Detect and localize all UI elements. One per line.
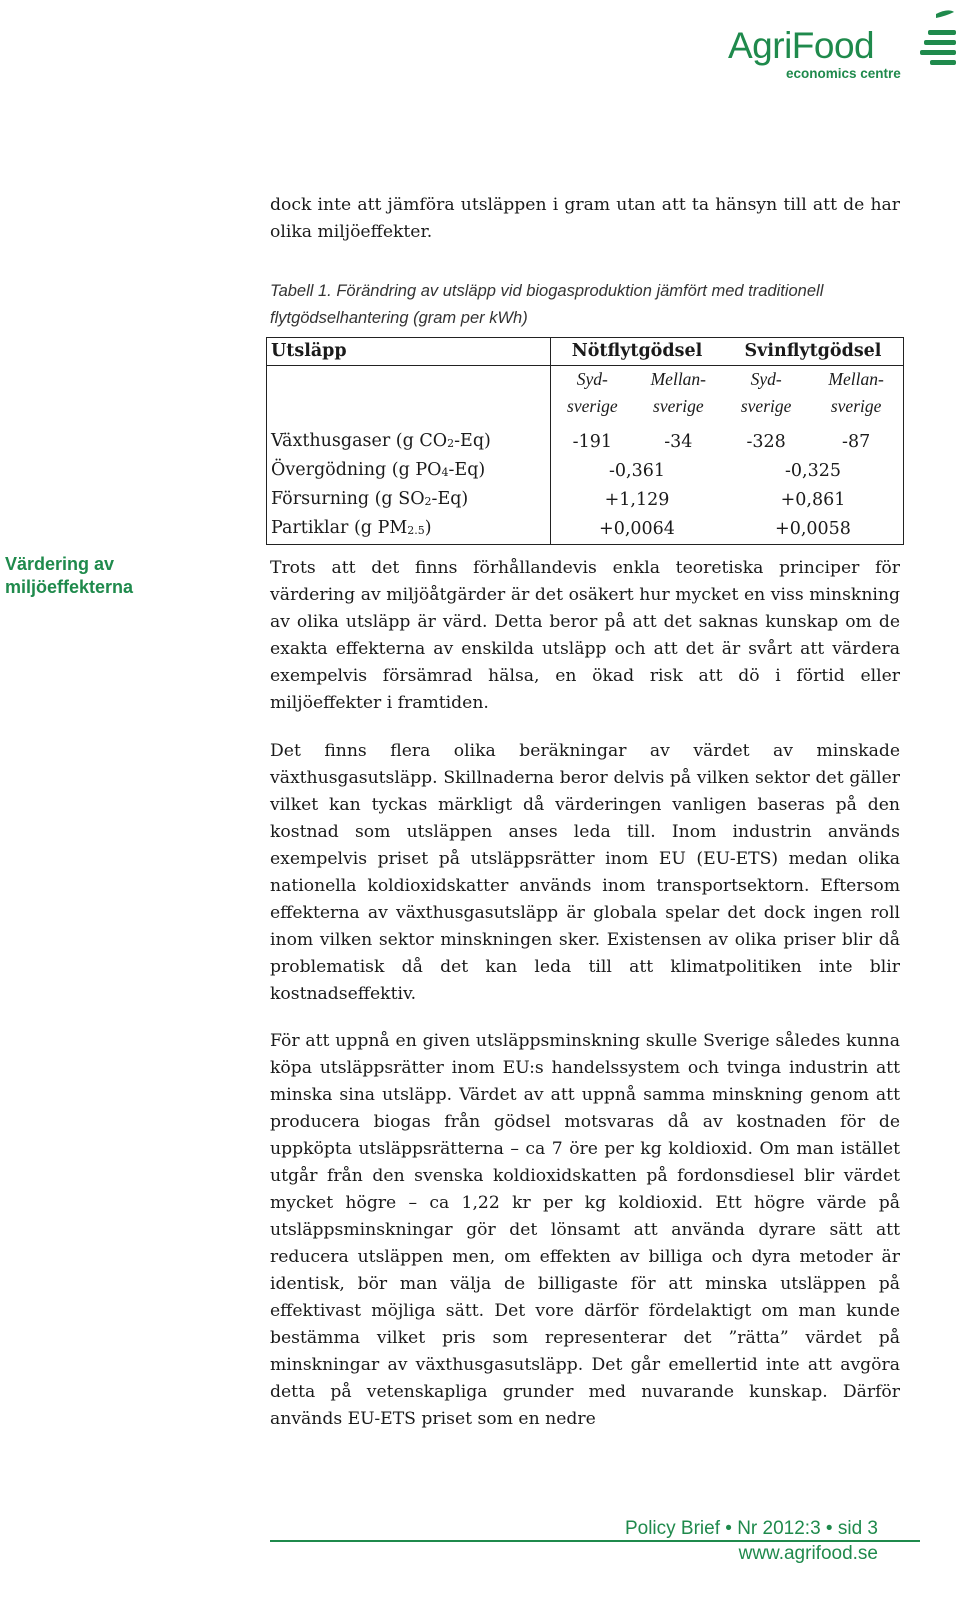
row-label: Växthusgaser (g $CO_2-Eq$) — [267, 428, 551, 457]
logo-wordmark: AgriFood — [728, 25, 875, 66]
body-paragraph-1: Trots att det finns förhållandevis enkla teoretiska principer för värdering av miljöåtgärder är det osäkert hur mycket en viss minskning av olika utsläpp är värd. Detta beror på att det saknas kunskap om de exakta effekterna av enskilda utsläpp och att det är svårt att värdera exempelvis försämrad hälsa, en ökad risk att dö i förtid eller miljöeffekter i framtiden. — [270, 558, 900, 713]
intro-paragraph: dock inte att jämföra utsläppen i gram utan att ta hänsyn till att de har olika miljöeffekter. — [270, 195, 900, 242]
cell-value: -0,361 — [550, 457, 723, 486]
sub-header-mellan-1b: sverige — [653, 396, 704, 416]
cell-value: +0,861 — [723, 486, 904, 515]
sub-header-syd-1b: sverige — [550, 393, 633, 420]
cell-value: -191 — [550, 428, 633, 457]
cell-value: +0,0058 — [723, 515, 904, 545]
col-header-utslapp: Utsläpp — [267, 338, 551, 366]
cell-value: +0,0064 — [550, 515, 723, 545]
body-paragraph-2: Det finns flera olika beräkningar av värdet av minskade växthusgasutsläpp. Skillnaderna beror delvis på vilken sektor det gäller vilket kan tyckas märkligt då värderingen vanligen baseras på den kostnad som utsläppen anses leda till. Inom industrin används exempelvis priset på utsläppsrätter inom EU (EU-ETS) medan olika nationella koldioxidskatter används inom transportsektorn. Eftersom effekterna av växthusgasutsläpp är globala spelar det dock ingen roll inom vilken sektor minskningen sker. Existensen av olika priser blir då problematisk då det kan leda till att klimatpolitiken inte blir kostnadseffektiv. — [270, 741, 900, 1004]
table-row — [267, 515, 904, 545]
table-row — [267, 457, 904, 486]
emissions-table — [266, 337, 904, 545]
agrifood-logo — [728, 6, 958, 81]
table-caption: Tabell 1. Förändring av utsläpp vid biogasproduktion jämfört med traditionell flytgödselhantering (gram per kWh) — [270, 282, 824, 327]
logo-leaf-icon — [906, 8, 958, 66]
cell-value: -87 — [809, 428, 903, 457]
sidebar-heading: Värdering av miljöeffekterna — [5, 554, 134, 597]
cell-value: -34 — [664, 432, 693, 452]
body-paragraph-3: För att uppnå en given utsläppsminskning skulle Sverige således kunna köpa utsläppsrätter inom EU:s handelssystem och tvinga industrin att minska sina utsläpp. Värdet av att uppnå samma minskning genom att producera biogas från gödsel motsvaras då av kostnaden för de uppköpta utsläppsrätterna – ca 7 öre per kg koldioxid. Om man istället utgår från den svenska koldioxidskatten på fordonsdiesel blir värdet mycket högre – ca 1,22 kr per kg koldioxid. Ett högre värde på utsläppsminskningar gör det lönsamt att använda dyrare sätt att reducera utsläppen men, om effekten av billiga och dyra metoder är identisk, bör man välja de billigaste för att minska utsläppen på effektivast möjliga sätt. Det vore därför fördelaktigt om man kunde bestämma vilket pris som representerar det ”rätta” värdet på minskningar av växthusgasutsläpp. Det går emellertid inte att avgöra detta på vetenskapliga grunder med nuvarande kunskap. Därför används EU-ETS priset som en nedre — [270, 1031, 900, 1429]
sub-header-mellan-2a: Mellan- — [809, 366, 903, 394]
sub-header-mellan-1a: Mellan- — [650, 369, 707, 389]
logo-subtitle: economics centre — [786, 66, 901, 81]
sub-header-syd-2a: Syd- — [750, 369, 782, 389]
sub-header-syd-2b: sverige — [740, 396, 792, 416]
sub-header-syd-1a: Syd- — [550, 366, 633, 394]
col-header-notflytgodsel: Nötflytgödsel — [550, 338, 723, 366]
cell-value: -328 — [746, 432, 786, 452]
table-row — [267, 486, 904, 515]
col-header-svinflytgodsel: Svinflytgödsel — [723, 338, 904, 366]
table-row — [267, 428, 904, 457]
cell-value: +1,129 — [550, 486, 723, 515]
footer-website-link[interactable]: www.agrifood.se — [738, 1543, 878, 1564]
row-label: Försurning (g $SO_2-Eq$) — [267, 486, 551, 515]
sub-header-mellan-2b: sverige — [809, 393, 903, 420]
row-label: Partiklar (g $PM_{2.5}$) — [267, 515, 551, 545]
row-label: Övergödning (g $PO_4-Eq$) — [267, 457, 551, 486]
footer-divider — [270, 1540, 920, 1542]
cell-value: -0,325 — [723, 457, 904, 486]
footer-policy-brief: Policy Brief • Nr 2012:3 • sid 3 — [624, 1518, 878, 1539]
